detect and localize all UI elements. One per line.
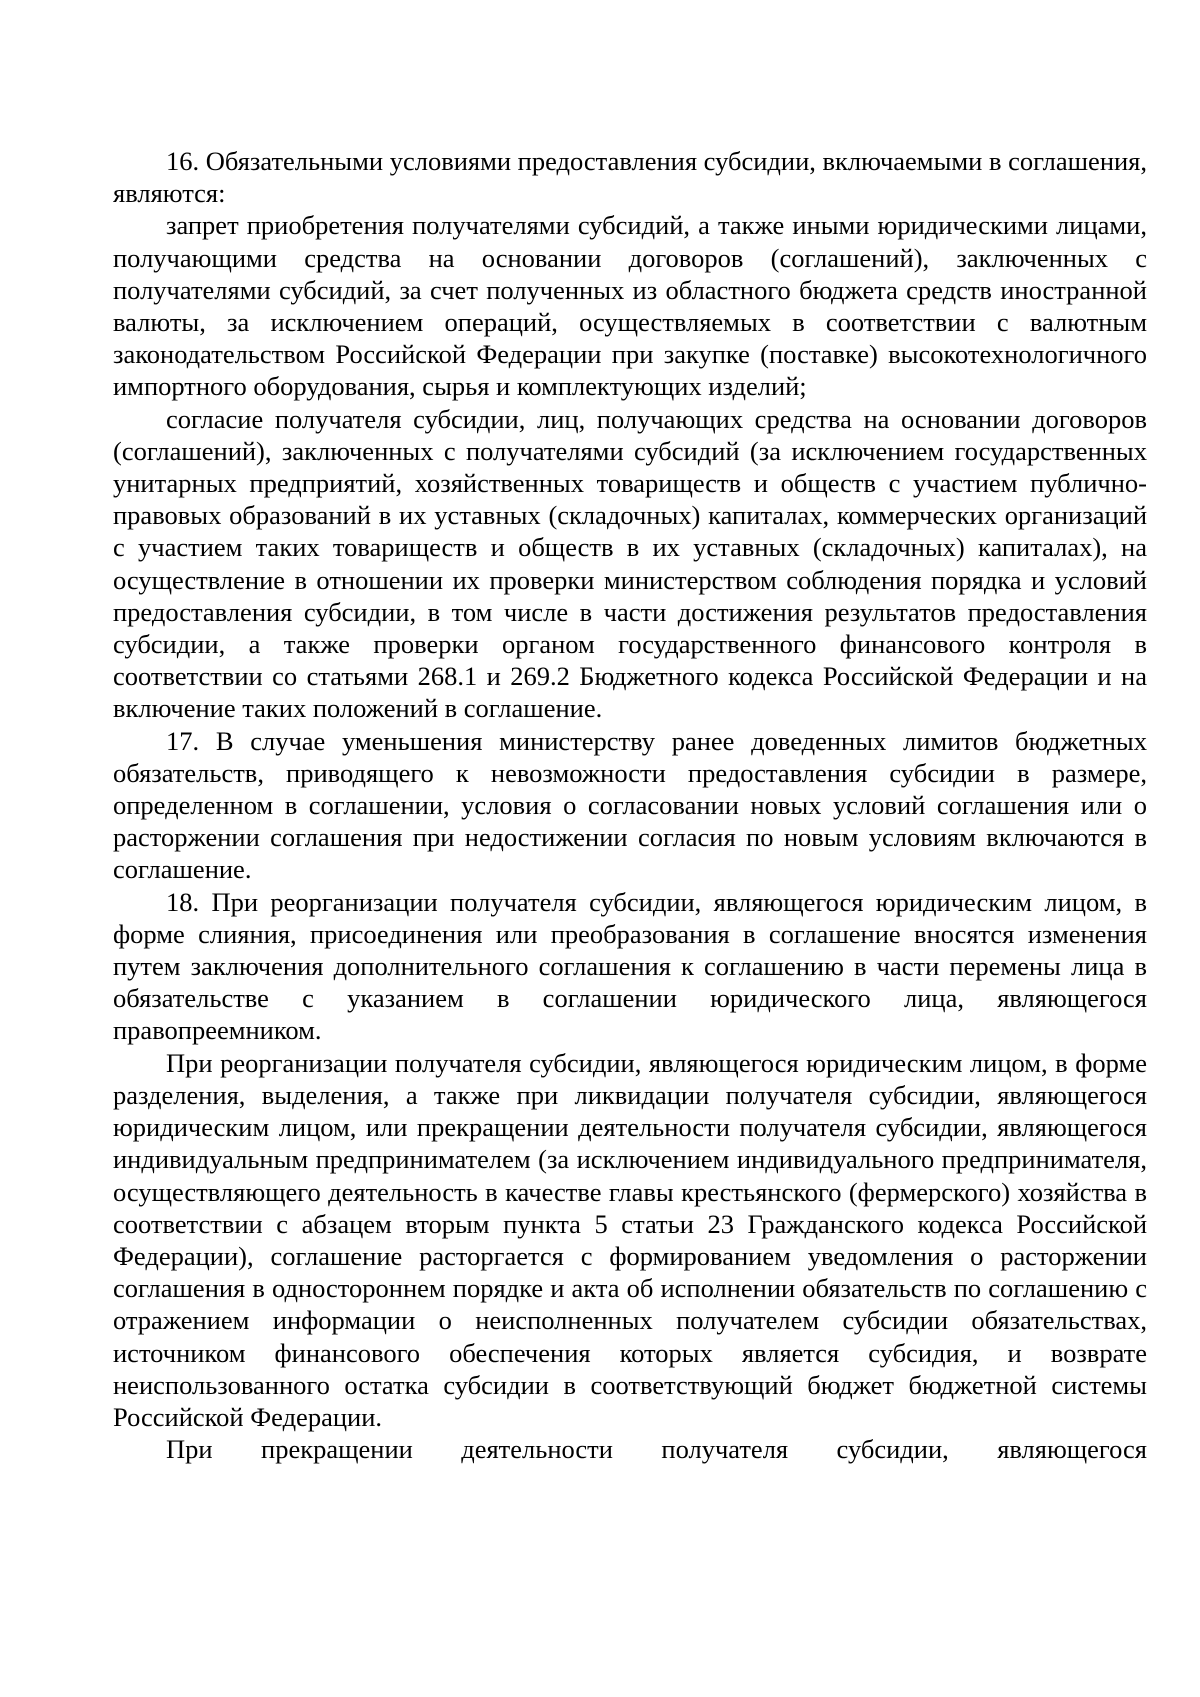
paragraph-termination: При прекращении деятельности получателя субсидии, являющегося	[166, 1434, 1147, 1465]
paragraph-inspection-consent: согласие получателя субсидии, лиц, получающих средства на основании договоров (соглашений), заключенных с получателями субсидий (за исключением государственных унитарных предприятий, хозяйственных товариществ и обществ с участием публично-правовых образований в их уставных (складочных) капиталах, коммерческих организаций с участием таких товариществ и обществ в их уставных (складочных) капиталах), на осуществление в отношении их проверки министерством соблюдения порядка и условий предоставления субсидии, в том числе в части достижения результатов предоставления субсидии, а также проверки органом государственного финансового контроля в соответствии со статьями 268.1 и 269.2 Бюджетного кодекса Российской Федерации и на включение таких положений в соглашение.	[113, 403, 1147, 724]
document-page	[113, 145, 1147, 1465]
paragraph-reorganization: При реорганизации получателя субсидии, являющегося юридическим лицом, в форме разделения, выделения, а также при ликвидации получателя субсидии, являющегося юридическим лицом, или прекращении деятельности получателя субсидии, являющегося индивидуальным предпринимателем (за исключением индивидуального предпринимателя, осуществляющего деятельность в качестве главы крестьянского (фермерского) хозяйства в соответствии с абзацем вторым пункта 5 статьи 23 Гражданского кодекса Российской Федерации), соглашение расторгается с формированием уведомления о расторжении соглашения в одностороннем порядке и акта об исполнении обязательств по соглашению с отражением информации о неисполненных получателем субсидии обязательствах, источником финансового обеспечения которых является субсидия, и возврате неиспользованного остатка субсидии в соответствующий бюджет бюджетной системы Российской Федерации.	[113, 1047, 1147, 1432]
paragraph-16-intro: 16. Обязательными условиями предоставления субсидии, включаемыми в соглашения, являются:	[113, 146, 1147, 209]
paragraph-18: 18. При реорганизации получателя субсидии, являющегося юридическим лицом, в форме слияния, присоединения или преобразования в соглашение вносятся изменения путем заключения дополнительного соглашения к соглашению в части перемены лица в обязательстве с указанием в соглашении юридического лица, являющегося правопреемником.	[113, 886, 1147, 1046]
paragraph-17: 17. В случае уменьшения министерству ранее доведенных лимитов бюджетных обязательств, приводящего к невозможности предоставления субсидии в размере, определенном в соглашении, условия о согласовании новых условий соглашения или о расторжении соглашения при недостижении согласия по новым условиям включаются в соглашение.	[113, 725, 1147, 885]
paragraph-currency-ban: запрет приобретения получателями субсидий, а также иными юридическими лицами, получающими средства на основании договоров (соглашений), заключенных с получателями субсидий, за счет полученных из областного бюджета средств иностранной валюты, за исключением операций, осуществляемых в соответствии с валютным законодательством Российской Федерации при закупке (поставке) высокотехнологичного импортного оборудования, сырья и комплектующих изделий;	[113, 210, 1147, 402]
